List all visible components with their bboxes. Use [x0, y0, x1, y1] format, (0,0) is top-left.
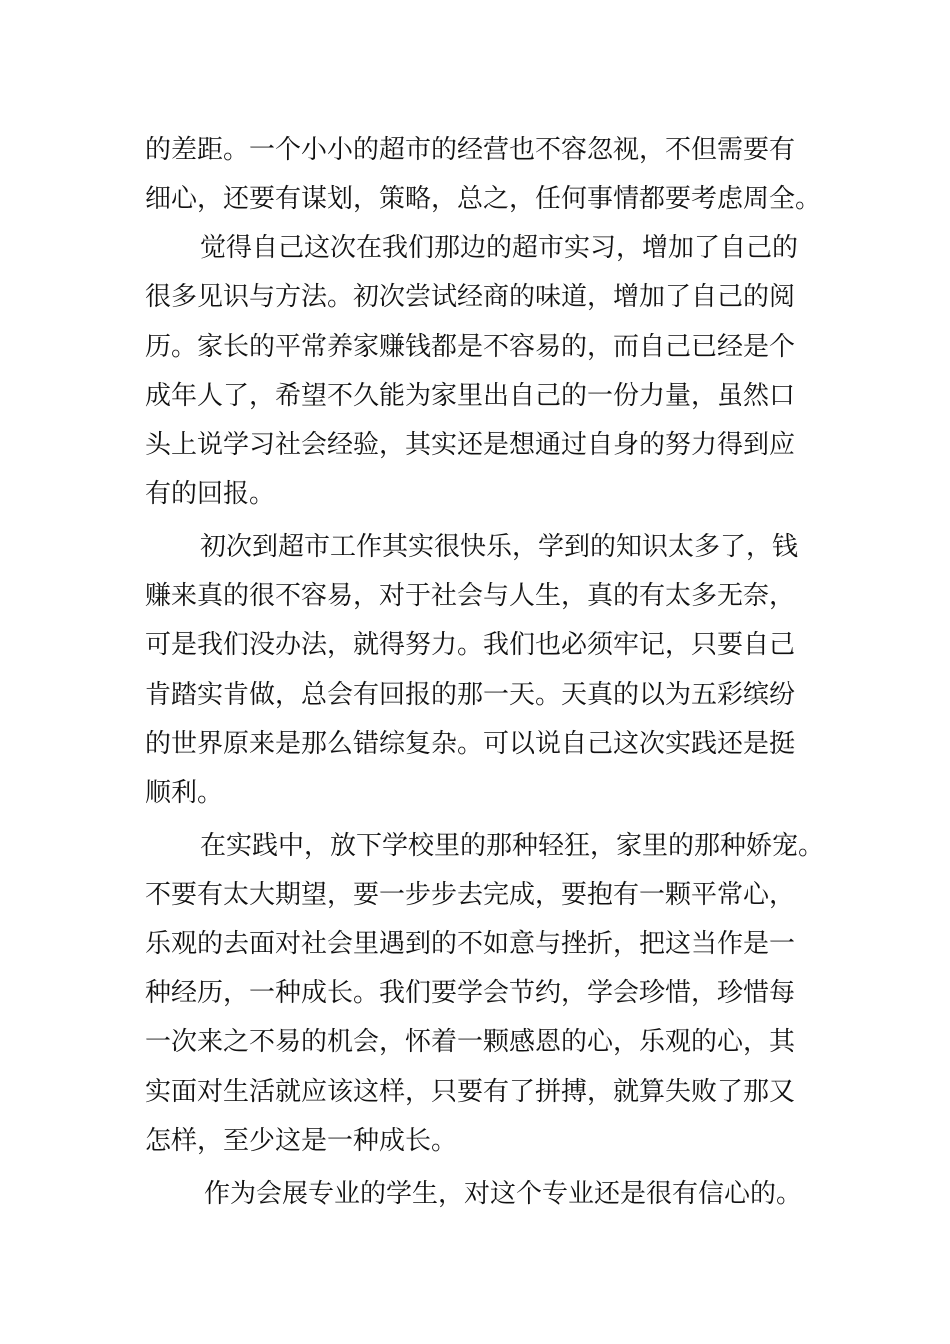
text-line: 顺利。: [145, 778, 224, 808]
text-line: 赚来真的很不容易，对于社会与人生，真的有太多无奈，: [145, 581, 796, 611]
text-line: 乐观的去面对社会里遇到的不如意与挫折，把这当作是一: [145, 929, 796, 959]
text-line: 实面对生活就应该这样，只要有了拼搏，就算失败了那又: [145, 1077, 796, 1107]
text-line: 怎样，至少这是一种成长。: [145, 1126, 458, 1156]
text-line: 的差距。一个小小的超市的经营也不容忽视，不但需要有: [145, 135, 796, 165]
paragraph-start-line: 在实践中，放下学校里的那种轻狂，家里的那种娇宠。: [200, 831, 825, 861]
text-line: 历。家长的平常养家赚钱都是不容易的，而自己已经是个: [145, 332, 796, 362]
paragraph-start-line: 初次到超市工作其实很快乐，学到的知识太多了，钱: [200, 532, 799, 562]
text-line: 肯踏实肯做，总会有回报的那一天。天真的以为五彩缤纷: [145, 680, 796, 710]
text-line: 有的回报。: [145, 479, 276, 509]
text-line: 成年人了，希望不久能为家里出自己的一份力量，虽然口: [145, 381, 796, 411]
paragraph-start-line: 觉得自己这次在我们那边的超市实习，增加了自己的: [200, 233, 799, 263]
text-line: 头上说学习社会经验，其实还是想通过自身的努力得到应: [145, 430, 796, 460]
text-line: 可是我们没办法，就得努力。我们也必须牢记，只要自己: [145, 630, 796, 660]
text-line: 一次来之不易的机会，怀着一颗感恩的心，乐观的心，其: [145, 1027, 796, 1057]
text-line: 不要有太大期望，要一步步去完成，要抱有一颗平常心，: [145, 880, 796, 910]
text-line: 细心，还要有谋划，策略，总之，任何事情都要考虑周全。: [145, 184, 822, 214]
text-line: 很多见识与方法。初次尝试经商的味道，增加了自己的阅: [145, 282, 796, 312]
text-line: 的世界原来是那么错综复杂。可以说自己这次实践还是挺: [145, 729, 796, 759]
paragraph-start-line: 作为会展专业的学生，对这个专业还是很有信心的。: [204, 1179, 803, 1209]
text-line: 种经历，一种成长。我们要学会节约，学会珍惜，珍惜每: [145, 978, 796, 1008]
